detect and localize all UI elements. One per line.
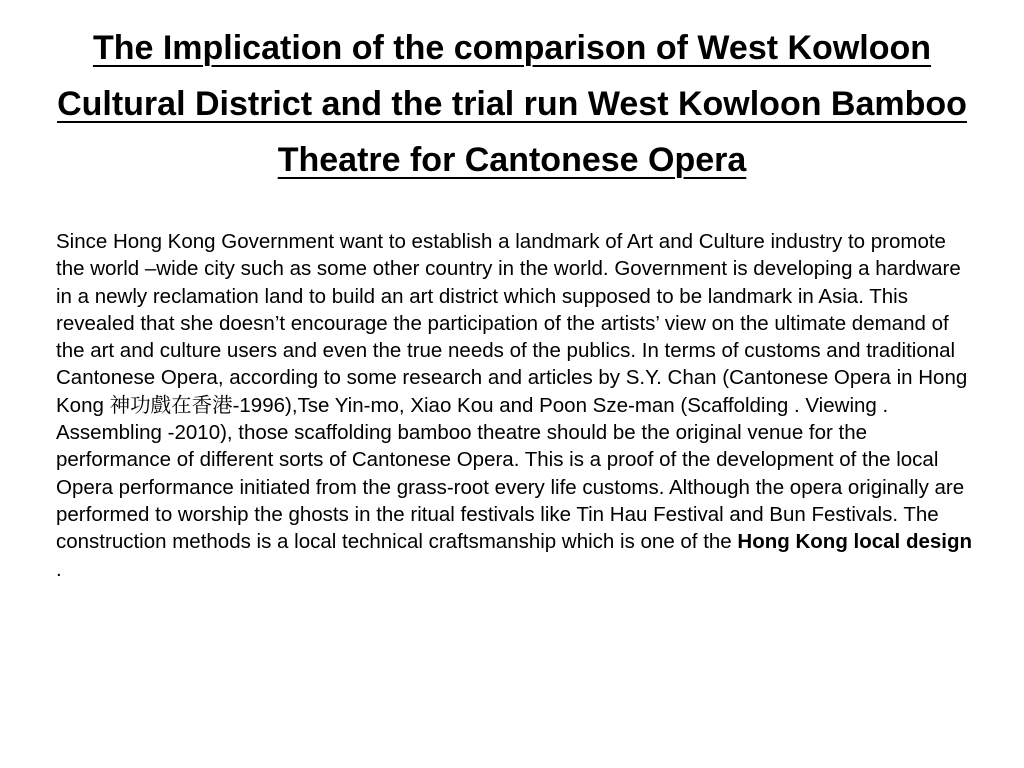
body-emphasis: Hong Kong local design [737, 530, 973, 554]
body-ending: . [56, 557, 62, 581]
body-text: Since Hong Kong Government want to establish a landmark of Art and Culture industry to promote the world –wide city such as some other country in the world. Government is developing a hardware in a newly reclamation land to build an art district which supposed to be landmark in Asia. This revealed that she doesn’t encourage the participation of the artists’ view on the ultimate demand of the art and culture users and even the true needs of the publics. In terms of customs and traditional Cantonese Opera, according to some research and articles by S.Y. Chan (Cantonese Opera in Hong Kong 神功戲在香港-1996),Tse Yin-mo, Xiao Kou and Poon Sze-man (Scaffolding . Viewing . Assembling -2010), those scaffolding bamboo theatre should be the original venue for the performance of different sorts of Cantonese Opera. This is a proof of the development of the local Opera performance initiated from the grass-root every life customs. Although the opera originally are performed to worship the ghosts in the ritual festivals like Tin Hau Festival and Bun Festivals. The construction methods is a local technical craftsmanship which is one of the [56, 230, 968, 554]
slide-title: The Implication of the comparison of West Kowloon Cultural District and the trial run West Kowloon Bamboo Theatre for Cantonese Opera [57, 29, 967, 179]
body-paragraph [56, 228, 972, 583]
